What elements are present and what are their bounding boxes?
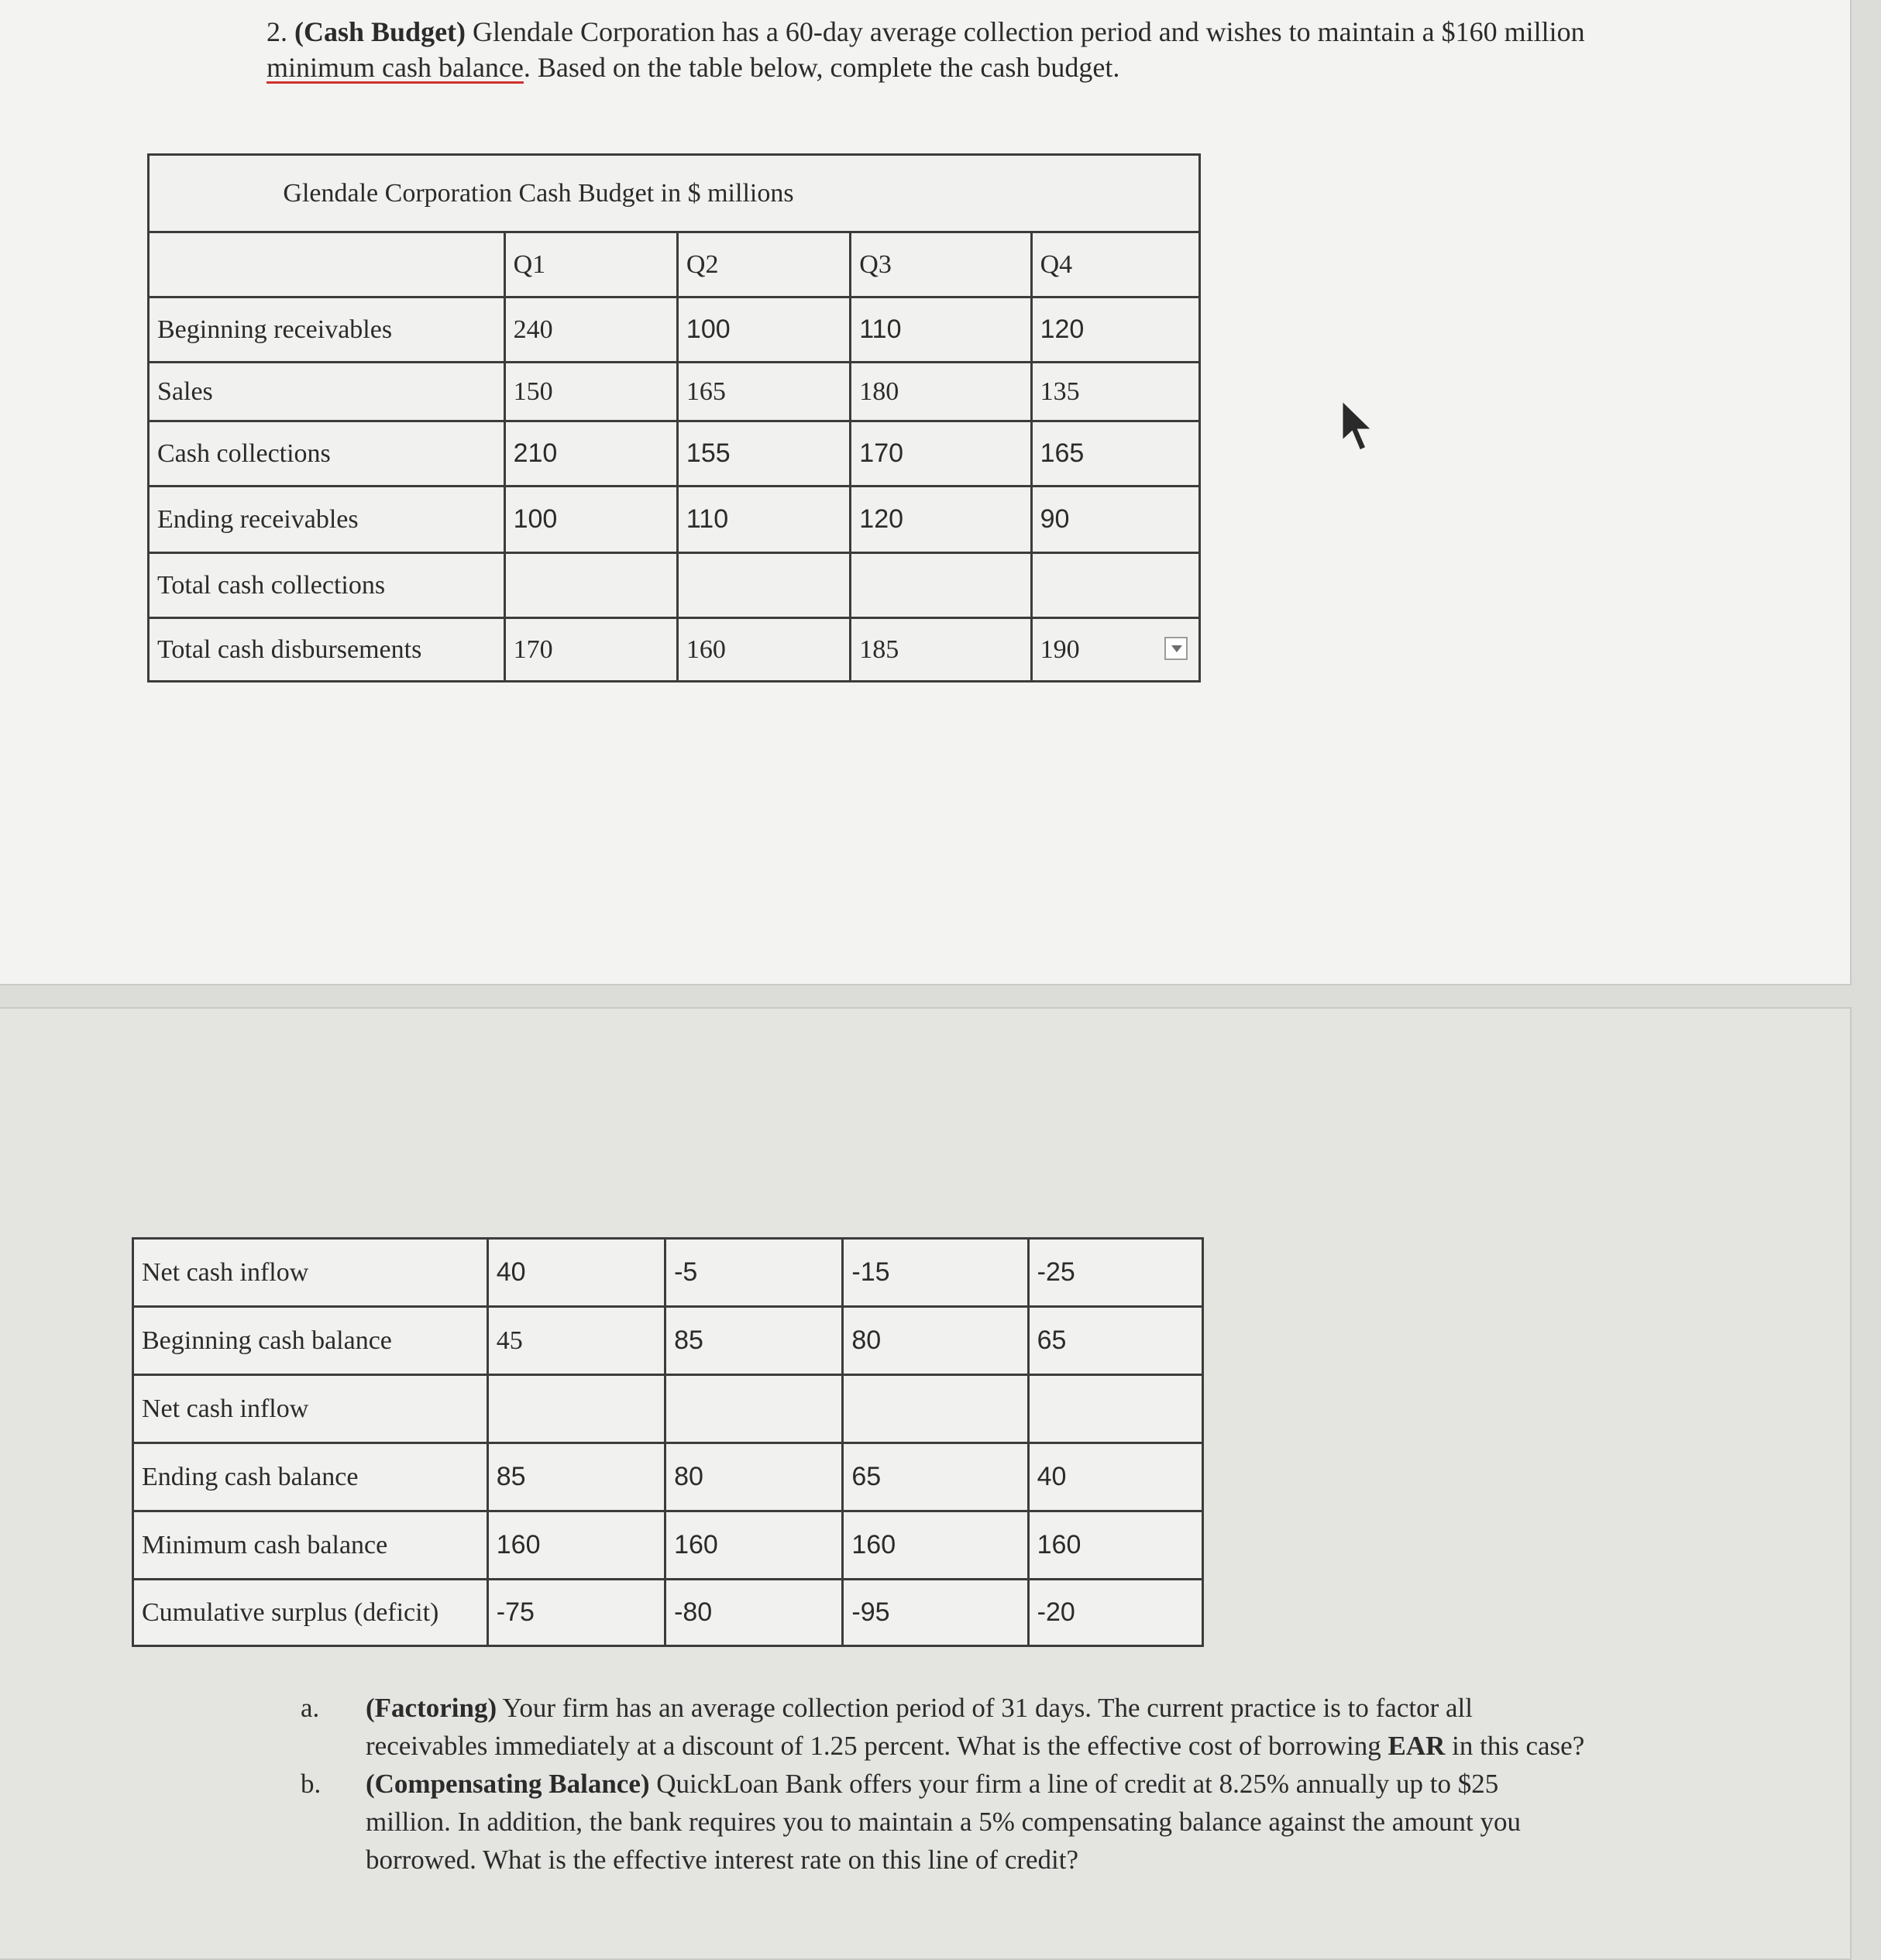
empty-cell[interactable]: [504, 553, 677, 618]
table-row: [133, 1443, 1203, 1511]
cell-value[interactable]: 160: [843, 1511, 1028, 1580]
table-row: [149, 297, 1200, 363]
empty-cell[interactable]: [487, 1375, 665, 1443]
cell-value[interactable]: 160: [677, 618, 850, 682]
cell-value[interactable]: 90: [1031, 487, 1199, 553]
cell-value[interactable]: 240: [504, 297, 677, 363]
problem-number: 2.: [267, 16, 287, 47]
table-row: [149, 363, 1200, 421]
row-label: Cash collections: [149, 421, 505, 487]
dropdown-arrow-icon[interactable]: [1164, 637, 1188, 660]
row-label: Ending cash balance: [133, 1443, 488, 1511]
cell-value[interactable]: 155: [677, 421, 850, 487]
dropdown-cell[interactable]: [1031, 618, 1199, 682]
problem-heading: [267, 14, 1661, 85]
cell-value[interactable]: 110: [677, 487, 850, 553]
row-label: Beginning receivables: [149, 297, 505, 363]
cell-value[interactable]: 120: [1031, 297, 1199, 363]
table-row: [133, 1511, 1203, 1580]
row-label: Net cash inflow: [133, 1375, 488, 1443]
cell-value: 190: [1040, 634, 1080, 664]
table-row: [149, 618, 1200, 682]
row-label: Beginning cash balance: [133, 1307, 488, 1375]
cell-value[interactable]: 185: [851, 618, 1031, 682]
question-body: Your firm has an average collection period of 31 days. The current practice is to factor all receivables immediately at a discount of 1.25 percent. What is the effective cost of borrowing: [366, 1693, 1473, 1761]
table-row: [149, 487, 1200, 553]
table-title: Glendale Corporation Cash Budget in $ millions: [149, 155, 1200, 232]
empty-cell[interactable]: [1031, 553, 1199, 618]
mouse-pointer-icon: [1339, 397, 1382, 459]
question-b: [294, 1765, 1611, 1879]
cell-value[interactable]: 160: [487, 1511, 665, 1580]
cell-value[interactable]: 100: [677, 297, 850, 363]
table-row: [149, 553, 1200, 618]
cell-value[interactable]: 100: [504, 487, 677, 553]
question-text: [366, 1765, 1590, 1879]
cell-value[interactable]: 65: [843, 1443, 1028, 1511]
row-label: Minimum cash balance: [133, 1511, 488, 1580]
cell-value[interactable]: 180: [851, 363, 1031, 421]
question-a: [294, 1689, 1611, 1765]
problem-text-1: Glendale Corporation has a 60-day average collection period and wishes to maintain a $160 million: [466, 16, 1585, 47]
cell-value[interactable]: -95: [843, 1580, 1028, 1646]
table-row: [133, 1375, 1203, 1443]
cell-value[interactable]: 150: [504, 363, 677, 421]
cell-value[interactable]: -80: [665, 1580, 843, 1646]
cell-value[interactable]: -5: [665, 1239, 843, 1307]
quarter-header-q1: Q1: [504, 232, 677, 297]
cell-value[interactable]: 40: [487, 1239, 665, 1307]
cell-value[interactable]: 120: [851, 487, 1031, 553]
table-row: [133, 1307, 1203, 1375]
row-label: Sales: [149, 363, 505, 421]
header-corner-cell: [149, 232, 505, 297]
row-label: Ending receivables: [149, 487, 505, 553]
cell-value[interactable]: 65: [1028, 1307, 1202, 1375]
cell-value[interactable]: 135: [1031, 363, 1199, 421]
cash-flow-table: [132, 1237, 1204, 1647]
quarter-header-q4: Q4: [1031, 232, 1199, 297]
cash-budget-table: [147, 153, 1201, 683]
cell-value[interactable]: -20: [1028, 1580, 1202, 1646]
empty-cell[interactable]: [677, 553, 850, 618]
cell-value[interactable]: 160: [1028, 1511, 1202, 1580]
sub-questions: [294, 1689, 1611, 1879]
table-row: [133, 1239, 1203, 1307]
cell-value[interactable]: 165: [1031, 421, 1199, 487]
question-body-end: in this case?: [1445, 1731, 1585, 1761]
table-row: [149, 421, 1200, 487]
empty-cell[interactable]: [851, 553, 1031, 618]
table-row: [133, 1580, 1203, 1646]
problem-title: (Cash Budget): [294, 16, 466, 47]
cell-value[interactable]: 165: [677, 363, 850, 421]
cell-value[interactable]: 40: [1028, 1443, 1202, 1511]
question-letter: a.: [301, 1693, 320, 1723]
cell-value[interactable]: -15: [843, 1239, 1028, 1307]
question-letter: b.: [301, 1769, 322, 1799]
cell-value[interactable]: 80: [843, 1307, 1028, 1375]
question-body: QuickLoan Bank offers your firm a line of credit at 8.25% annually up to $25 million. In addition, the bank requires you to maintain a 5% compensating balance against the amount you borrowed. What is the effective interest rate on this line of credit?: [366, 1769, 1522, 1875]
question-title: (Compensating Balance): [366, 1769, 650, 1799]
cell-value[interactable]: 160: [665, 1511, 843, 1580]
question-title: (Factoring): [366, 1693, 497, 1723]
cell-value[interactable]: 170: [851, 421, 1031, 487]
row-label: Cumulative surplus (deficit): [133, 1580, 488, 1646]
empty-cell[interactable]: [1028, 1375, 1202, 1443]
problem-text-2: . Based on the table below, complete the cash budget.: [523, 52, 1120, 83]
cell-value[interactable]: 45: [487, 1307, 665, 1375]
quarter-header-q2: Q2: [677, 232, 850, 297]
question-text: [366, 1689, 1590, 1765]
row-label: Net cash inflow: [133, 1239, 488, 1307]
empty-cell[interactable]: [665, 1375, 843, 1443]
quarter-header-q3: Q3: [851, 232, 1031, 297]
cell-value[interactable]: 80: [665, 1443, 843, 1511]
cell-value[interactable]: 170: [504, 618, 677, 682]
row-label: Total cash collections: [149, 553, 505, 618]
cell-value[interactable]: 110: [851, 297, 1031, 363]
question-bold-term: EAR: [1388, 1731, 1446, 1761]
row-label: Total cash disbursements: [149, 618, 505, 682]
spellcheck-flagged-text[interactable]: minimum cash balance: [267, 52, 524, 83]
cell-value[interactable]: 85: [487, 1443, 665, 1511]
cell-value[interactable]: -25: [1028, 1239, 1202, 1307]
cell-value[interactable]: -75: [487, 1580, 665, 1646]
cell-value[interactable]: 210: [504, 421, 677, 487]
empty-cell[interactable]: [843, 1375, 1028, 1443]
cell-value[interactable]: 85: [665, 1307, 843, 1375]
